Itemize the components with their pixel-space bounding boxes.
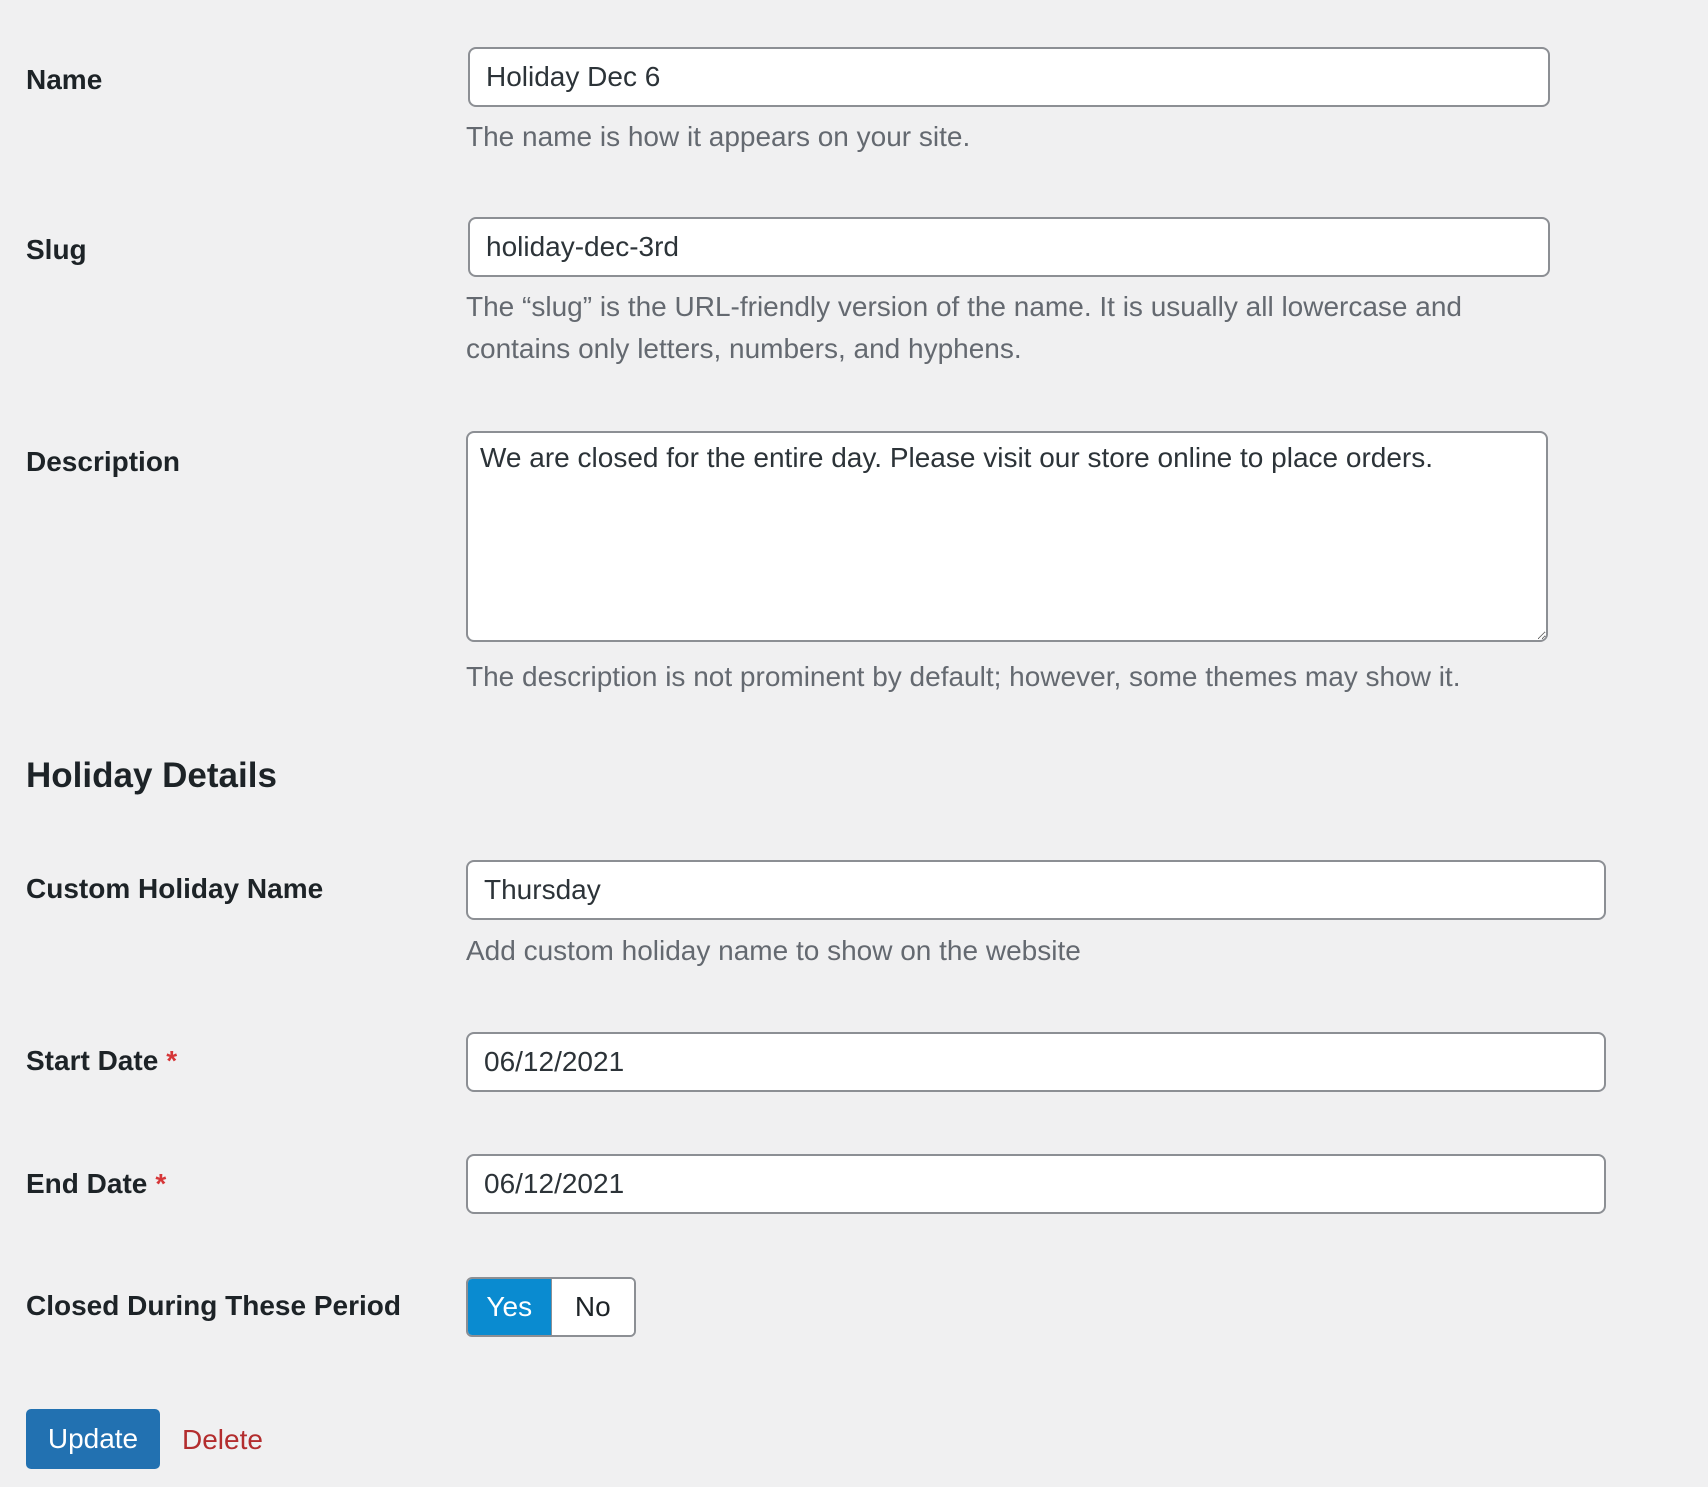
description-textarea[interactable] — [466, 431, 1548, 642]
end-date-label — [26, 1168, 166, 1200]
description-label: Description — [26, 446, 181, 477]
closed-period-no-option[interactable]: No — [551, 1279, 635, 1335]
update-button[interactable]: Update — [26, 1409, 160, 1469]
start-date-input[interactable] — [466, 1032, 1606, 1092]
slug-help-text: The “slug” is the URL-friendly version of the name. It is usually all lowercase and contains only letters, numbers, and hyphens. — [466, 291, 1462, 364]
custom-holiday-name-input[interactable] — [466, 860, 1606, 920]
slug-input[interactable] — [468, 217, 1550, 277]
end-date-input[interactable] — [466, 1154, 1606, 1214]
name-input[interactable] — [468, 47, 1550, 107]
closed-period-label: Closed During These Period — [26, 1290, 401, 1321]
custom-holiday-name-help-text: Add custom holiday name to show on the website — [466, 935, 1081, 966]
end-date-label-text: End Date — [26, 1168, 148, 1199]
start-date-label — [26, 1045, 177, 1077]
required-mark: * — [166, 1045, 178, 1076]
start-date-label-text: Start Date — [26, 1045, 159, 1076]
slug-label: Slug — [26, 234, 87, 265]
delete-link[interactable]: Delete — [182, 1424, 263, 1455]
description-help-text: The description is not prominent by default; however, some themes may show it. — [466, 661, 1461, 692]
custom-holiday-name-label: Custom Holiday Name — [26, 873, 324, 904]
name-help-text: The name is how it appears on your site. — [466, 121, 971, 152]
name-label: Name — [26, 64, 103, 95]
holiday-details-heading: Holiday Details — [26, 756, 277, 795]
closed-period-toggle — [466, 1277, 636, 1337]
required-mark: * — [155, 1168, 167, 1199]
closed-period-yes-option[interactable]: Yes — [468, 1279, 551, 1335]
